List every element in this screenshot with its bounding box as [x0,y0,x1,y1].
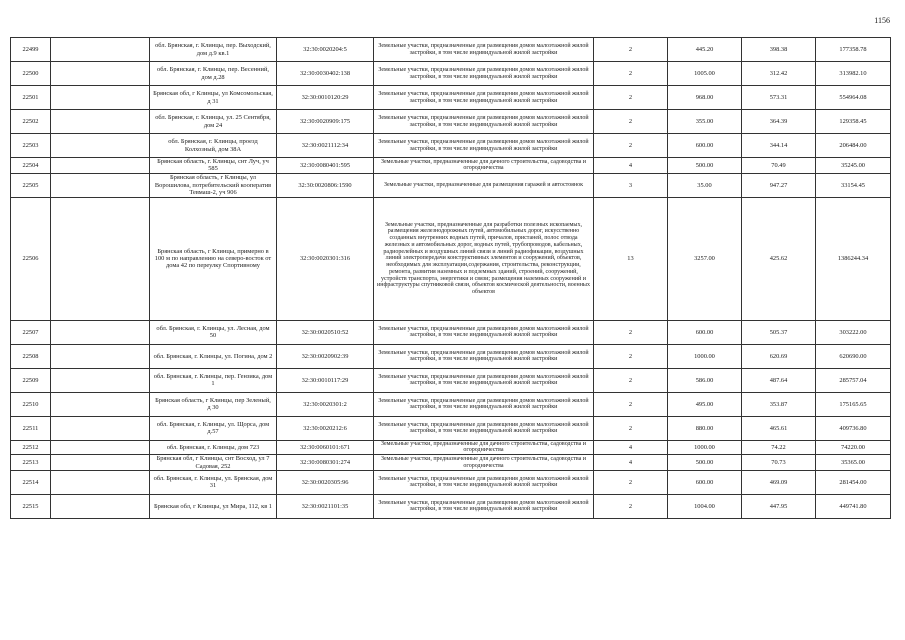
cadastral-value-cell: 129358.45 [816,110,891,134]
table-body [11,38,891,519]
empty-cell [51,110,150,134]
land-use-cell: Земельные участки, предназначенные для размещения домов малоэтажной жилой застройки, в том числе индивидуальной жилой застройки [374,470,594,494]
cadastral-number-cell: 32:30:0020301:2 [277,392,374,416]
table-row [11,416,891,440]
cadastral-value-cell: 409736.80 [816,416,891,440]
land-use-cell: Земельные участки, предназначенные для размещения домов малоэтажной жилой застройки, в том числе индивидуальной жилой застройки [374,494,594,518]
cadastral-value-cell: 554964.08 [816,86,891,110]
address-cell: обл. Брянская, г. Клинцы, ул. Брянская, дом 31 [150,470,277,494]
cadastral-number-cell: 32:30:0020204:5 [277,38,374,62]
address-cell: Брянская область, г Клинцы, примерно в 100 м по направлению на северо-восток от дома 42 по переулку Спортивному [150,197,277,320]
group-cell: 2 [594,134,668,158]
row-number: 22512 [11,440,51,454]
empty-cell [51,158,150,174]
group-cell: 2 [594,344,668,368]
address-cell: обл. Брянская, г. Клинцы, дом 723 [150,440,277,454]
page-number: 1156 [874,16,890,25]
group-cell: 2 [594,86,668,110]
area-cell: 445.20 [668,38,742,62]
empty-cell [51,86,150,110]
address-cell: Брянская обл, г Клинцы, снт Восход, ул 7 Садовая, 252 [150,455,277,471]
cadastral-value-cell: 33154.45 [816,173,891,197]
land-use-cell: Земельные участки, предназначенные для размещения домов малоэтажной жилой застройки, в том числе индивидуальной жилой застройки [374,86,594,110]
specific-value-cell: 353.87 [742,392,816,416]
cadastral-number-cell: 32:30:0021112:34 [277,134,374,158]
area-cell: 1005.00 [668,62,742,86]
table-row [11,197,891,320]
area-cell: 600.00 [668,134,742,158]
empty-cell [51,173,150,197]
group-cell: 2 [594,368,668,392]
row-number: 22508 [11,344,51,368]
group-cell: 4 [594,455,668,471]
empty-cell [51,62,150,86]
address-cell: обл. Брянская, г. Клинцы, проезд Колхозный, дом 38А [150,134,277,158]
specific-value-cell: 487.64 [742,368,816,392]
table-row [11,368,891,392]
specific-value-cell: 447.95 [742,494,816,518]
specific-value-cell: 620.69 [742,344,816,368]
address-cell: обл. Брянская, г. Клинцы, пер. Гензика, дом 1 [150,368,277,392]
row-number: 22502 [11,110,51,134]
address-cell: обл. Брянская, г. Клинцы, пер. Весенний, дом д.28 [150,62,277,86]
area-cell: 495.00 [668,392,742,416]
cadastral-number-cell: 32:30:0010117:29 [277,368,374,392]
address-cell: обл. Брянская, г. Клинцы, ул. Погина, дом 2 [150,344,277,368]
row-number: 22511 [11,416,51,440]
table-row [11,470,891,494]
land-use-cell: Земельные участки, предназначенные для размещения домов малоэтажной жилой застройки, в том числе индивидуальной жилой застройки [374,110,594,134]
cadastral-number-cell: 32:30:0020909:175 [277,110,374,134]
table-row [11,62,891,86]
row-number: 22505 [11,173,51,197]
cadastral-number-cell: 32:30:0030402:138 [277,62,374,86]
empty-cell [51,134,150,158]
cadastral-value-cell: 285757.04 [816,368,891,392]
row-number: 22506 [11,197,51,320]
row-number: 22503 [11,134,51,158]
cadastral-number-cell: 32:30:0080301:274 [277,455,374,471]
cadastral-number-cell: 32:30:0020806:1590 [277,173,374,197]
land-use-cell: Земельные участки, предназначенные для размещения домов малоэтажной жилой застройки, в том числе индивидуальной жилой застройки [374,416,594,440]
cadastral-value-cell: 313982.10 [816,62,891,86]
area-cell: 968.00 [668,86,742,110]
cadastral-value-cell: 35365.00 [816,455,891,471]
address-cell: обл. Брянская, г. Клинцы, ул. Лесная, дом 50 [150,320,277,344]
row-number: 22514 [11,470,51,494]
cadastral-number-cell: 32:30:0010120:29 [277,86,374,110]
address-cell: Брянская область, г Клинцы, пер Зеленый, д 30 [150,392,277,416]
land-use-cell: Земельные участки, предназначенные для размещения домов малоэтажной жилой застройки, в том числе индивидуальной жилой застройки [374,134,594,158]
empty-cell [51,197,150,320]
row-number: 22501 [11,86,51,110]
row-number: 22499 [11,38,51,62]
cadastral-value-cell: 175165.65 [816,392,891,416]
specific-value-cell: 505.37 [742,320,816,344]
area-cell: 600.00 [668,470,742,494]
row-number: 22515 [11,494,51,518]
land-use-cell: Земельные участки, предназначенные для размещения домов малоэтажной жилой застройки, в том числе индивидуальной жилой застройки [374,38,594,62]
address-cell: Брянская область, г Клинцы, ул Ворошилова, потребительский кооператив Тевмаш-2, уч 906 [150,173,277,197]
area-cell: 1004.00 [668,494,742,518]
table-row [11,440,891,454]
group-cell: 2 [594,416,668,440]
area-cell: 600.00 [668,320,742,344]
cadastral-number-cell: 32:30:0060101:671 [277,440,374,454]
address-cell: обл. Брянская, г. Клинцы, ул. Щорса, дом д.57 [150,416,277,440]
row-number: 22513 [11,455,51,471]
group-cell: 4 [594,440,668,454]
land-use-cell: Земельные участки, предназначенные для размещения домов малоэтажной жилой застройки, в том числе индивидуальной жилой застройки [374,62,594,86]
row-number: 22504 [11,158,51,174]
land-use-cell: Земельные участки, предназначенные для размещения домов малоэтажной жилой застройки, в том числе индивидуальной жилой застройки [374,344,594,368]
land-use-cell: Земельные участки, предназначенные для размещения гаражей и автостоянок [374,173,594,197]
specific-value-cell: 465.61 [742,416,816,440]
table-row [11,392,891,416]
empty-cell [51,368,150,392]
address-cell: Брянская область, г. Клинцы, снт Луч, уч 585 [150,158,277,174]
group-cell: 2 [594,38,668,62]
cadastral-number-cell: 32:30:0020510:52 [277,320,374,344]
specific-value-cell: 425.62 [742,197,816,320]
cadastral-value-table [10,37,891,519]
group-cell: 2 [594,62,668,86]
area-cell: 500.00 [668,158,742,174]
table-row [11,38,891,62]
specific-value-cell: 74.22 [742,440,816,454]
area-cell: 500.00 [668,455,742,471]
cadastral-value-cell: 449741.80 [816,494,891,518]
area-cell: 355.00 [668,110,742,134]
row-number: 22507 [11,320,51,344]
area-cell: 1000.00 [668,440,742,454]
cadastral-value-cell: 74220.00 [816,440,891,454]
empty-cell [51,392,150,416]
empty-cell [51,344,150,368]
specific-value-cell: 70.49 [742,158,816,174]
table-row [11,173,891,197]
cadastral-value-cell: 303222.00 [816,320,891,344]
cadastral-value-cell: 35245.00 [816,158,891,174]
land-use-cell: Земельные участки, предназначенные для дачного строительства, садоводства и огородничества [374,158,594,174]
address-cell: обл. Брянская, г. Клинцы, пер. Выходский, дом д.9 кв.1 [150,38,277,62]
table-row [11,86,891,110]
specific-value-cell: 70.73 [742,455,816,471]
specific-value-cell: 312.42 [742,62,816,86]
specific-value-cell: 364.39 [742,110,816,134]
table-row [11,344,891,368]
cadastral-number-cell: 32:30:0020301:316 [277,197,374,320]
empty-cell [51,320,150,344]
group-cell: 2 [594,470,668,494]
cadastral-value-cell: 1386244.34 [816,197,891,320]
land-use-cell: Земельные участки, предназначенные для дачного строительства, садоводства и огородничества [374,455,594,471]
group-cell: 4 [594,158,668,174]
group-cell: 13 [594,197,668,320]
area-cell: 1000.00 [668,344,742,368]
cadastral-number-cell: 32:30:0021101:35 [277,494,374,518]
specific-value-cell: 573.31 [742,86,816,110]
group-cell: 2 [594,392,668,416]
row-number: 22500 [11,62,51,86]
table-row [11,320,891,344]
specific-value-cell: 344.14 [742,134,816,158]
area-cell: 880.00 [668,416,742,440]
land-use-cell: Земельные участки, предназначенные для размещения домов малоэтажной жилой застройки, в том числе индивидуальной жилой застройки [374,320,594,344]
area-cell: 35.00 [668,173,742,197]
table-row [11,158,891,174]
empty-cell [51,440,150,454]
empty-cell [51,416,150,440]
table-row [11,455,891,471]
group-cell: 2 [594,110,668,134]
row-number: 22510 [11,392,51,416]
address-cell: Брянская обл, г Клинцы, ул Комсомольская, д 31 [150,86,277,110]
table-row [11,110,891,134]
table-row [11,134,891,158]
address-cell: обл. Брянская, г. Клинцы, ул. 25 Сентября, дом 24 [150,110,277,134]
specific-value-cell: 947.27 [742,173,816,197]
area-cell: 586.00 [668,368,742,392]
cadastral-number-cell: 32:30:0020305:96 [277,470,374,494]
row-number: 22509 [11,368,51,392]
cadastral-number-cell: 32:30:0020212:6 [277,416,374,440]
group-cell: 2 [594,494,668,518]
area-cell: 3257.00 [668,197,742,320]
address-cell: Брянская обл, г Клинцы, ул Мира, 112, кв 1 [150,494,277,518]
empty-cell [51,470,150,494]
cadastral-number-cell: 32:30:0080401:595 [277,158,374,174]
cadastral-value-cell: 206484.00 [816,134,891,158]
cadastral-number-cell: 32:30:0020902:39 [277,344,374,368]
group-cell: 3 [594,173,668,197]
table-row [11,494,891,518]
specific-value-cell: 469.09 [742,470,816,494]
empty-cell [51,455,150,471]
cadastral-value-cell: 177358.78 [816,38,891,62]
land-use-cell: Земельные участки, предназначенные для дачного строительства, садоводства и огородничества [374,440,594,454]
empty-cell [51,38,150,62]
land-use-cell: Земельные участки, предназначенные для размещения домов малоэтажной жилой застройки, в том числе индивидуальной жилой застройки [374,392,594,416]
specific-value-cell: 398.38 [742,38,816,62]
land-use-cell: Земельные участки, предназначенные для разработки полезных ископаемых, размещения железнодорожных путей, автомобильных дорог, искусственно созданных внутренних водных путей, причалов, пристаней, полос отвода железных и автомобильных дорог, водных путей, трубопроводов, кабельных, радиорелейных и воздушных линий связи и линий радиофикации, воздушных линий электропередачи конструктивных элементов и сооружений, объектов, необходимых для эксплуатации,содержания, строительства, реконструкции, ремонта, развития наземных и подземных зданий, строений, сооружений, устройств транспорта, энергетики и связи; размещения наземных сооружений и инфраструктуры спутниковой связи, объектов космической деятельности, военных объектов [374,197,594,320]
land-use-cell: Земельные участки, предназначенные для размещения домов малоэтажной жилой застройки, в том числе индивидуальной жилой застройки [374,368,594,392]
cadastral-value-cell: 620690.00 [816,344,891,368]
cadastral-value-cell: 281454.00 [816,470,891,494]
group-cell: 2 [594,320,668,344]
empty-cell [51,494,150,518]
